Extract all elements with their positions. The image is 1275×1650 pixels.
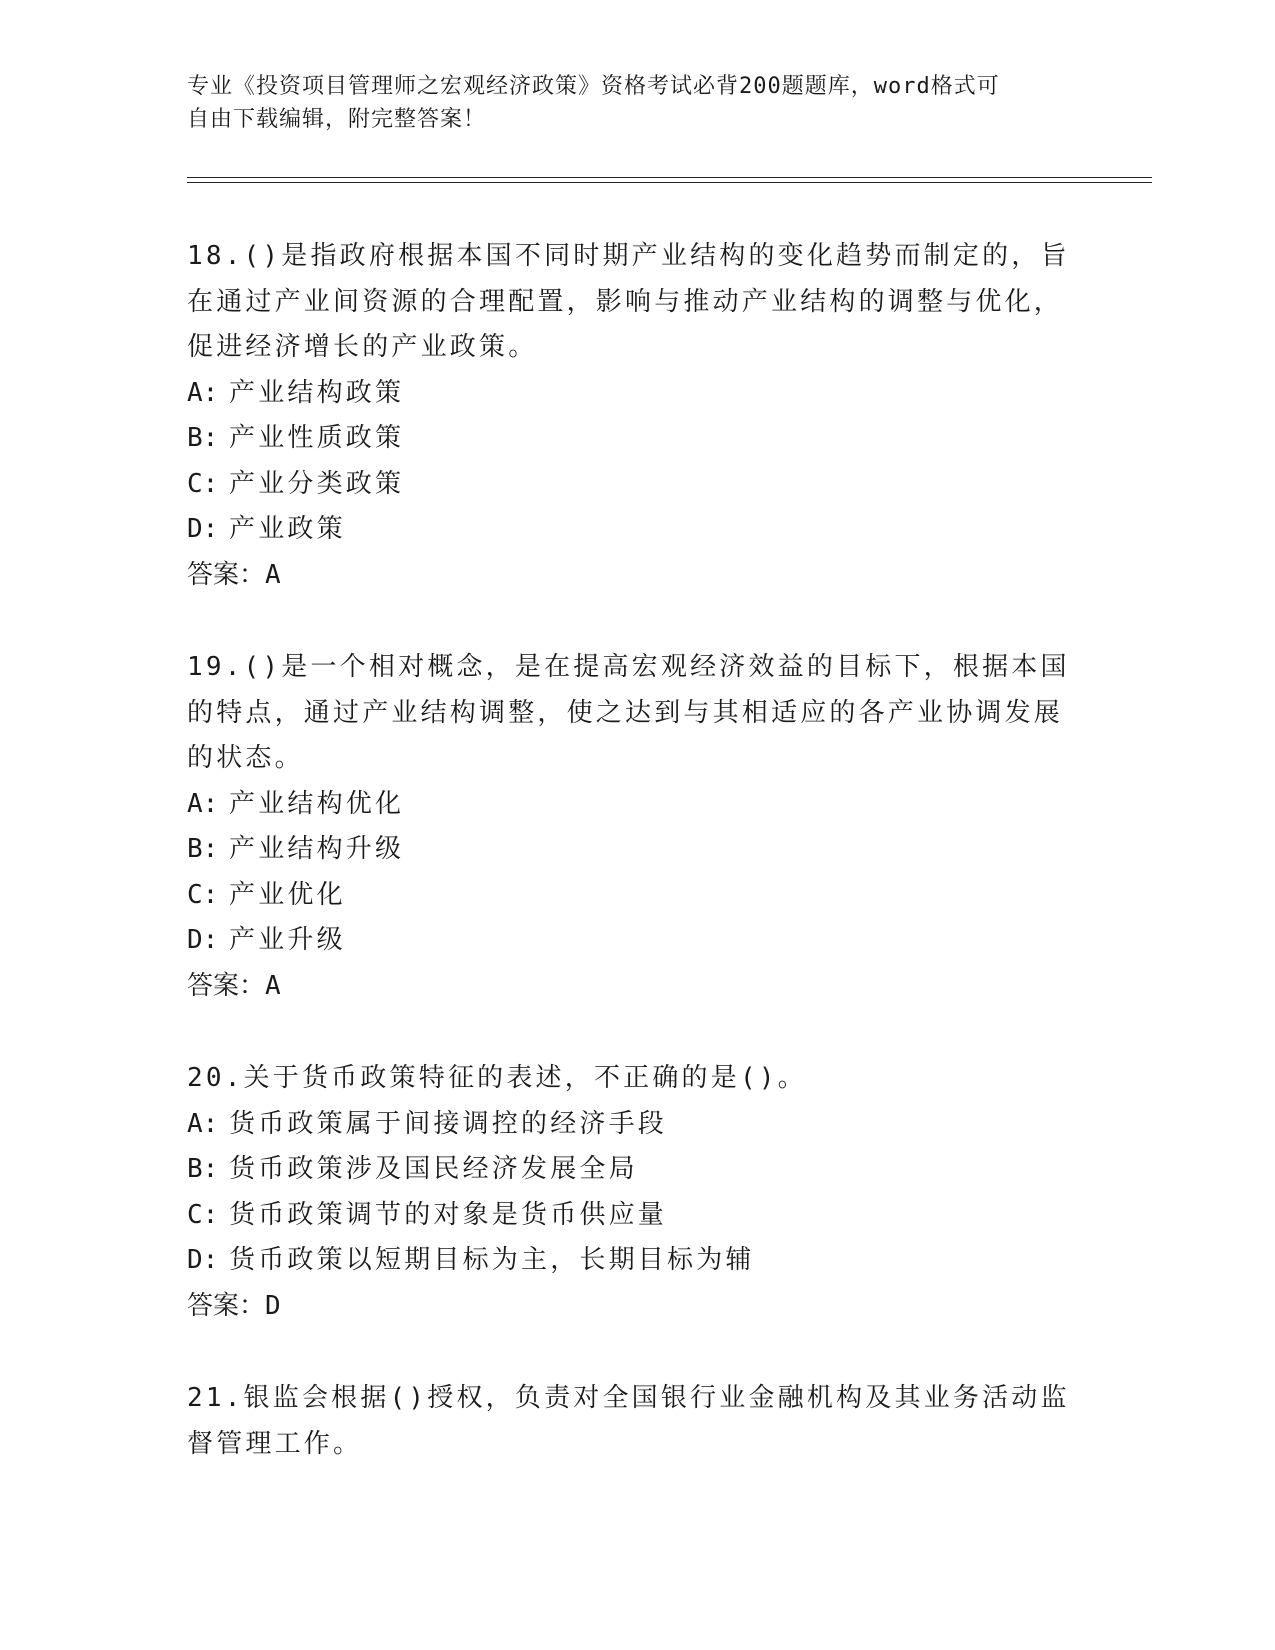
answer-value: D	[265, 1290, 281, 1321]
option-a	[187, 782, 1087, 828]
option-letter: B:	[187, 1154, 219, 1184]
option-letter: D:	[187, 925, 219, 955]
option-text: 货币政策涉及国民经济发展全局	[229, 1154, 638, 1184]
option-d	[187, 1238, 1087, 1284]
option-text: 产业结构升级	[229, 834, 405, 864]
question-stem: 19.()是一个相对概念，是在提高宏观经济效益的目标下，根据本国的特点，通过产业结构调整，使之达到与其相适应的各产业协调发展的状态。	[187, 652, 1070, 773]
question-19	[187, 645, 1087, 1009]
option-letter: D:	[187, 514, 219, 544]
option-letter: A:	[187, 788, 219, 819]
option-d	[187, 918, 1087, 964]
option-text: 产业优化	[229, 879, 346, 910]
answer-label: 答案：	[187, 1290, 266, 1321]
answer-line	[187, 553, 1087, 599]
option-text: 产业升级	[229, 925, 346, 955]
question-stem: 21.银监会根据()授权，负责对全国银行业金融机构及其业务活动监督管理工作。	[187, 1383, 1070, 1459]
option-text: 产业分类政策	[229, 468, 405, 499]
document-header	[187, 70, 1067, 136]
answer-line	[187, 964, 1087, 1010]
question-21	[187, 1376, 1087, 1467]
header-line-2: 自由下载编辑，附完整答案！	[187, 107, 487, 132]
question-stem: 18.()是指政府根据本国不同时期产业结构的变化趋势而制定的，旨在通过产业间资源的合理配置，影响与推动产业结构的调整与优化，促进经济增长的产业政策。	[187, 241, 1070, 362]
option-text: 产业政策	[229, 514, 346, 544]
option-letter: A:	[187, 377, 219, 408]
option-letter: C:	[187, 879, 219, 910]
option-text: 产业结构政策	[229, 377, 405, 408]
option-c	[187, 462, 1087, 508]
option-letter: C:	[187, 468, 219, 499]
option-letter: D:	[187, 1245, 219, 1275]
option-c	[187, 873, 1087, 919]
option-text: 产业结构优化	[229, 788, 405, 819]
header-divider-bottom	[187, 182, 1152, 183]
option-b	[187, 416, 1087, 462]
option-text: 产业性质政策	[229, 423, 405, 453]
question-20	[187, 1056, 1087, 1329]
answer-label: 答案：	[187, 559, 266, 590]
option-b	[187, 827, 1087, 873]
option-a	[187, 1102, 1087, 1148]
option-d	[187, 507, 1087, 553]
option-b	[187, 1147, 1087, 1193]
option-c	[187, 1193, 1087, 1239]
option-letter: A:	[187, 1108, 219, 1139]
option-text: 货币政策调节的对象是货币供应量	[229, 1199, 668, 1230]
option-a	[187, 371, 1087, 417]
question-stem: 20.关于货币政策特征的表述，不正确的是()。	[187, 1063, 807, 1093]
option-text: 货币政策属于间接调控的经济手段	[229, 1108, 668, 1139]
answer-label: 答案：	[187, 970, 266, 1001]
header-divider-top	[187, 177, 1152, 178]
answer-value: A	[265, 970, 281, 1001]
question-18	[187, 234, 1087, 598]
answer-value: A	[265, 559, 281, 590]
answer-line	[187, 1284, 1087, 1330]
option-letter: B:	[187, 834, 219, 864]
option-letter: C:	[187, 1199, 219, 1230]
option-text: 货币政策以短期目标为主，长期目标为辅	[229, 1245, 755, 1275]
question-list	[187, 234, 1087, 1514]
header-line-1: 专业《投资项目管理师之宏观经济政策》资格考试必背200题题库，word格式可	[187, 74, 1000, 99]
option-letter: B:	[187, 423, 219, 453]
